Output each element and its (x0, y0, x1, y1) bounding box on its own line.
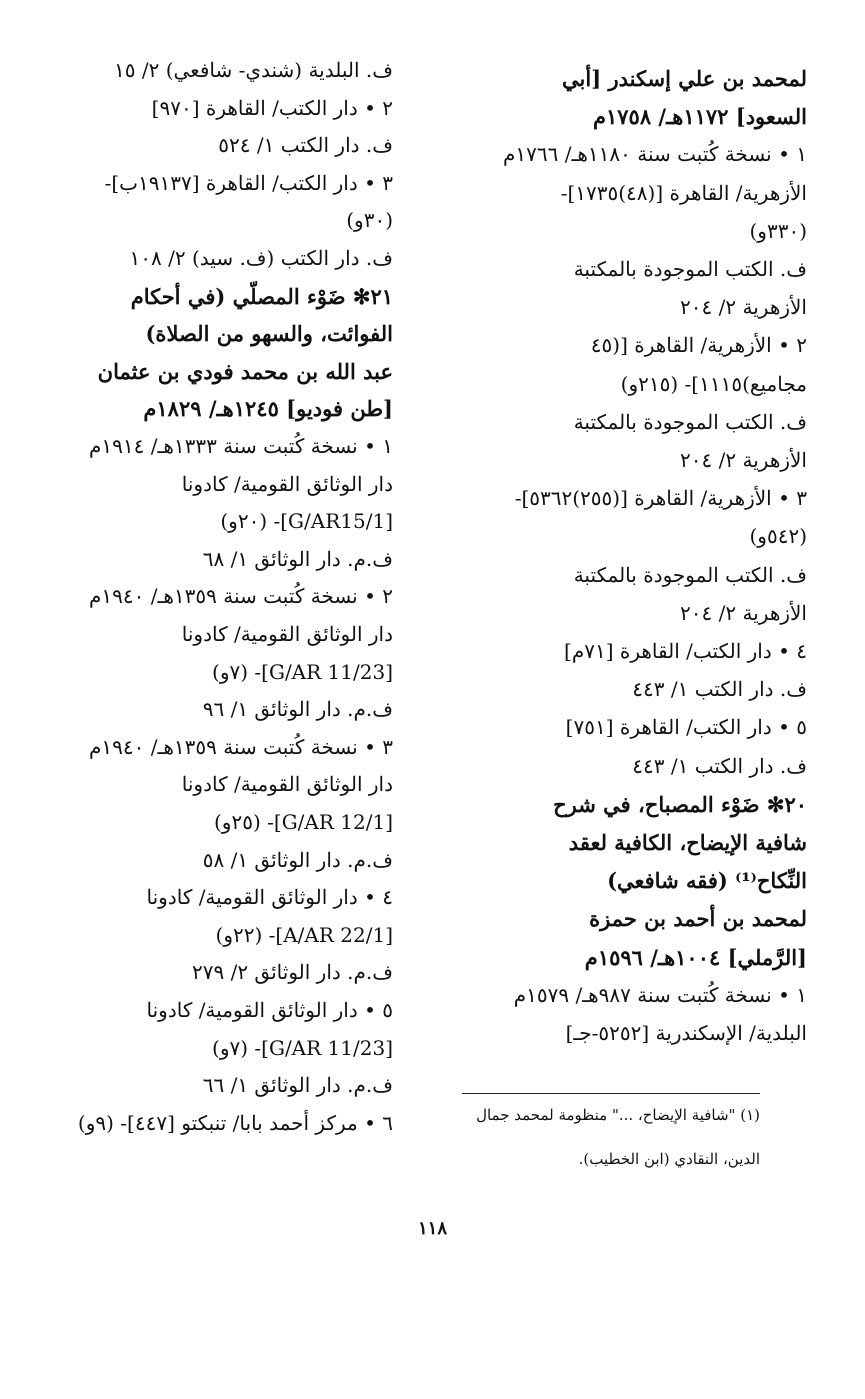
footnote-line-1: (١) "شافية الإيضاح، ..." منظومة لمحمد جمال (476, 1106, 760, 1124)
right-column-line: ١ • نسخة كُتبت سنة ٩٨٧هـ/ ١٥٧٩م (513, 982, 807, 1007)
left-column-line: ف.م. دار الوثائق ١/ ٦٦ (202, 1073, 393, 1098)
right-column-line: ف. دار الكتب ١/ ٤٤٣ (632, 677, 807, 702)
left-column-line: ف.م. دار الوثائق ١/ ٦٨ (202, 546, 393, 571)
left-column-line: ٦ • مركز أحمد بابا/ تنبكتو [٤٤٧]- (٩و) (77, 1110, 393, 1135)
left-column-line: ف.م. دار الوثائق ٢/ ٢٧٩ (191, 960, 393, 985)
right-column-line: لمحمد بن علي إسكندر [أبي (562, 66, 807, 91)
left-column-line: [G/AR15/1]- (٢٠و) (220, 509, 393, 534)
right-column-line: (٥٤٢و) (749, 524, 807, 549)
footnote-rule (462, 1093, 760, 1094)
left-column-line: ٣ • نسخة كُتبت سنة ١٣٥٩هـ/ ١٩٤٠م (89, 734, 393, 759)
left-column-line: دار الوثائق القومية/ كادونا (181, 471, 393, 496)
left-column-line: ٢١✻ ضَوْء المصلّي (في أحكام (130, 283, 393, 309)
left-column-line: ٥ • دار الوثائق القومية/ كادونا (146, 998, 393, 1022)
left-column-line: ٢ • دار الكتب/ القاهرة [٩٧٠] (151, 95, 393, 120)
right-column-line: شافية الإيضاح، الكافية لعقد (568, 830, 807, 855)
right-column-line: ف. الكتب الموجودة بالمكتبة (573, 409, 807, 434)
right-column-line: ١ • نسخة كُتبت سنة ١١٨٠هـ/ ١٧٦٦م (503, 142, 807, 167)
left-column-line: ف.م. دار الوثائق ١/ ٥٨ (202, 847, 393, 872)
left-column-line: ٢ • نسخة كُتبت سنة ١٣٥٩هـ/ ١٩٤٠م (89, 584, 393, 609)
right-column-line: ٤ • دار الكتب/ القاهرة [٧١م] (564, 639, 807, 663)
left-column-line: [G/AR 11/23]- (٧و) (212, 1035, 393, 1060)
left-column-line: ف. دار الكتب (ف. سيد) ٢/ ١٠٨ (129, 246, 393, 270)
left-column-line: دار الوثائق القومية/ كادونا (181, 772, 393, 797)
right-column-line: الأزهرية/ القاهرة [(٤٨)١٧٣٥]- (560, 180, 807, 205)
right-column-line: السعود] ١١٧٢هـ/ ١٧٥٨م (592, 104, 807, 130)
left-column-line: [A/AR 22/1]- (٢٢و) (215, 922, 393, 947)
right-column-line: ف. الكتب الموجودة بالمكتبة (573, 562, 807, 587)
left-column-line: ف. دار الكتب ١/ ٥٢٤ (218, 133, 393, 158)
left-column-line: الفوائت، والسهو من الصلاة) (145, 321, 393, 347)
right-column-line: ٣ • الأزهرية/ القاهرة [(٢٥٥)٥٣٦٢]- (514, 486, 807, 511)
left-column-line: ف. البلدية (شندي- شافعي) ٢/ ١٥ (114, 58, 393, 82)
right-column-line: النِّكاح⁽¹⁾ (فقه شافعي) (607, 868, 807, 894)
footnote-line-2: الدين، النقادي (ابن الخطيب). (578, 1150, 760, 1168)
right-column-line: الأزهرية ٢/ ٢٠٤ (680, 600, 807, 625)
left-column-line: عبد الله بن محمد فودي بن عثمان (97, 358, 393, 384)
right-column-line: ف. دار الكتب ١/ ٤٤٣ (632, 753, 807, 778)
right-column-line: ٥ • دار الكتب/ القاهرة [٧٥١] (565, 715, 807, 740)
left-column-line: [G/AR 11/23]- (٧و) (212, 659, 393, 684)
left-column-line: [G/AR 12/1]- (٢٥و) (214, 810, 393, 834)
left-column-line: ٣ • دار الكتب/ القاهرة [١٩١٣٧ب]- (104, 170, 393, 195)
left-column-line: ٤ • دار الوثائق القومية/ كادونا (146, 885, 393, 910)
left-column-line: [طن فوديو] ١٢٤٥هـ/ ١٨٢٩م (143, 396, 393, 422)
left-column-line: ١ • نسخة كُتبت سنة ١٣٣٣هـ/ ١٩١٤م (89, 434, 393, 458)
left-column-line: دار الوثائق القومية/ كادونا (181, 622, 393, 646)
right-column-line: (٣٣٠و) (749, 218, 807, 243)
page-number: ١١٨ (417, 1218, 447, 1239)
right-column-line: [الرَّملي] ١٠٠٤هـ/ ١٥٩٦م (584, 944, 807, 970)
right-column-line: البلدية/ الإسكندرية [٥٢٥٢-جـ] (565, 1021, 807, 1045)
right-column-line: الأزهرية ٢/ ٢٠٤ (680, 448, 807, 472)
right-column-line: لمحمد بن أحمد بن حمزة (589, 906, 807, 932)
right-column-line: ف. الكتب الموجودة بالمكتبة (573, 257, 807, 281)
left-column-line: ف.م. دار الوثائق ١/ ٩٦ (202, 697, 393, 722)
right-column-line: مجاميع)١١١٥]- (٢١٥و) (620, 371, 807, 396)
right-column-line: الأزهرية ٢/ ٢٠٤ (680, 295, 807, 320)
left-column-line: (٣٠و) (346, 208, 393, 233)
right-column-line: ٢٠✻ ضَوْء المصباح، في شرح (553, 791, 807, 817)
right-column-line: ٢ • الأزهرية/ القاهرة [(٤٥ (590, 333, 807, 358)
